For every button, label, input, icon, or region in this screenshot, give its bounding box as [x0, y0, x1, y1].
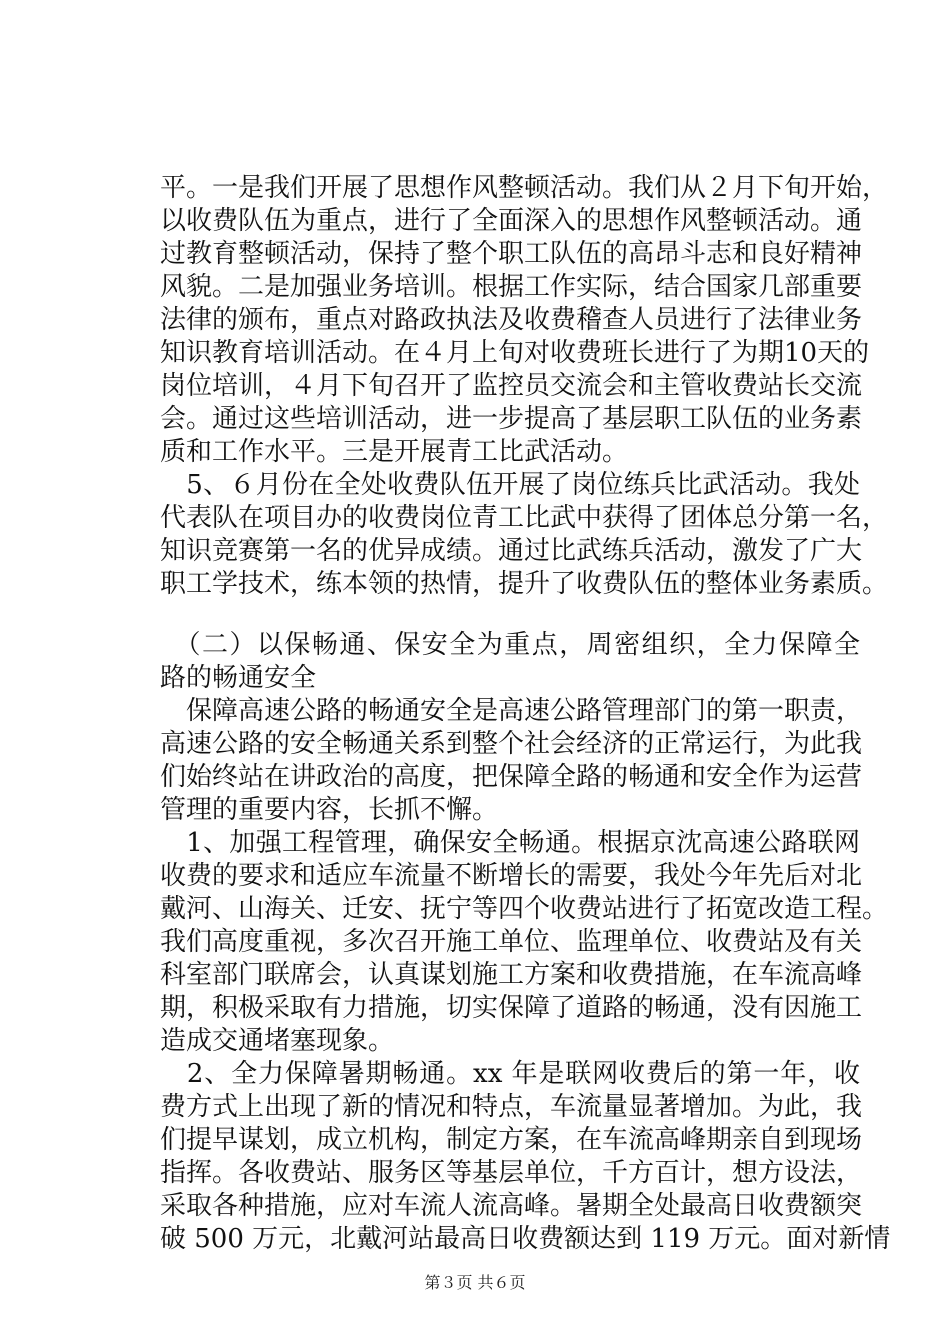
text-line: 们始终站在讲政治的高度，把保障全路的畅通和安全作为运营 [160, 762, 863, 792]
paragraph [160, 172, 889, 469]
text-line: 保障高速公路的畅通安全是高速公路管理部门的第一职责， [160, 696, 863, 726]
text-line: 指挥。各收费站、服务区等基层单位，千方百计，想方设法， [160, 1158, 863, 1188]
paragraph [160, 827, 889, 1058]
text-line: 管理的重要内容，长抓不懈。 [160, 795, 499, 825]
text-line: 收费的要求和适应车流量不断增长的需要，我处今年先后对北 [160, 861, 863, 891]
paragraph-gap [160, 601, 860, 629]
text-line: 知识教育培训活动。在４月上旬对收费班长进行了为期10天的 [160, 338, 870, 368]
text-line: 造成交通堵塞现象。 [160, 1026, 395, 1056]
text-line: 费方式上出现了新的情况和特点，车流量显著增加。为此，我 [160, 1092, 863, 1122]
text-line: （二）以保畅通、保安全为重点，周密组织，全力保障全 [160, 630, 860, 660]
text-line: 路的畅通安全 [160, 663, 317, 693]
text-line: 过教育整顿活动，保持了整个职工队伍的高昂斗志和良好精神 [160, 239, 863, 269]
text-line: 平。一是我们开展了思想作风整顿活动。我们从２月下旬开始， [160, 173, 889, 203]
text-line: 职工学技术，练本领的热情，提升了收费队伍的整体业务素质。 [160, 569, 889, 599]
paragraph [160, 1058, 891, 1256]
text-line: 我们高度重视，多次召开施工单位、监理单位、收费站及有关 [160, 927, 863, 957]
text-line: 科室部门联席会，认真谋划施工方案和收费措施，在车流高峰 [160, 960, 863, 990]
text-line: 岗位培训，４月下旬召开了监控员交流会和主管收费站长交流 [160, 371, 863, 401]
body-text [160, 172, 891, 1256]
text-line: 法律的颁布，重点对路政执法及收费稽查人员进行了法律业务 [160, 305, 863, 335]
text-line: 以收费队伍为重点，进行了全面深入的思想作风整顿活动。通 [160, 206, 863, 236]
text-line: 会。通过这些培训活动，进一步提高了基层职工队伍的业务素 [160, 404, 863, 434]
text-line: 戴河、山海关、迁安、抚宁等四个收费站进行了拓宽改造工程。 [160, 894, 889, 924]
text-line: 破 500 万元，北戴河站最高日收费额达到 119 万元。面对新情 [160, 1224, 891, 1254]
text-line: 风貌。二是加强业务培训。根据工作实际，结合国家几部重要 [160, 272, 863, 302]
paragraph [160, 629, 860, 695]
text-line: 期，积极采取有力措施，切实保障了道路的畅通，没有因施工 [160, 993, 863, 1023]
text-line: 质和工作水平。三是开展青工比武活动。 [160, 437, 629, 467]
paragraph [160, 469, 889, 601]
text-line: 高速公路的安全畅通关系到整个社会经济的正常运行，为此我 [160, 729, 863, 759]
text-line: 5、６月份在全处收费队伍开展了岗位练兵比武活动。我处 [160, 470, 860, 500]
text-line: 2、全力保障暑期畅通。xx 年是联网收费后的第一年，收 [160, 1059, 860, 1089]
text-line: 们提早谋划，成立机构，制定方案，在车流高峰期亲自到现场 [160, 1125, 863, 1155]
text-line: 知识竞赛第一名的优异成绩。通过比武练兵活动，激发了广大 [160, 536, 863, 566]
text-line: 采取各种措施，应对车流人流高峰。暑期全处最高日收费额突 [160, 1191, 863, 1221]
text-line: 1、加强工程管理，确保安全畅通。根据京沈高速公路联网 [160, 828, 860, 858]
paragraph [160, 695, 863, 827]
text-line: 代表队在项目办的收费岗位青工比武中获得了团体总分第一名， [160, 503, 889, 533]
page-footer: 第３页 共６页 [424, 1273, 526, 1292]
